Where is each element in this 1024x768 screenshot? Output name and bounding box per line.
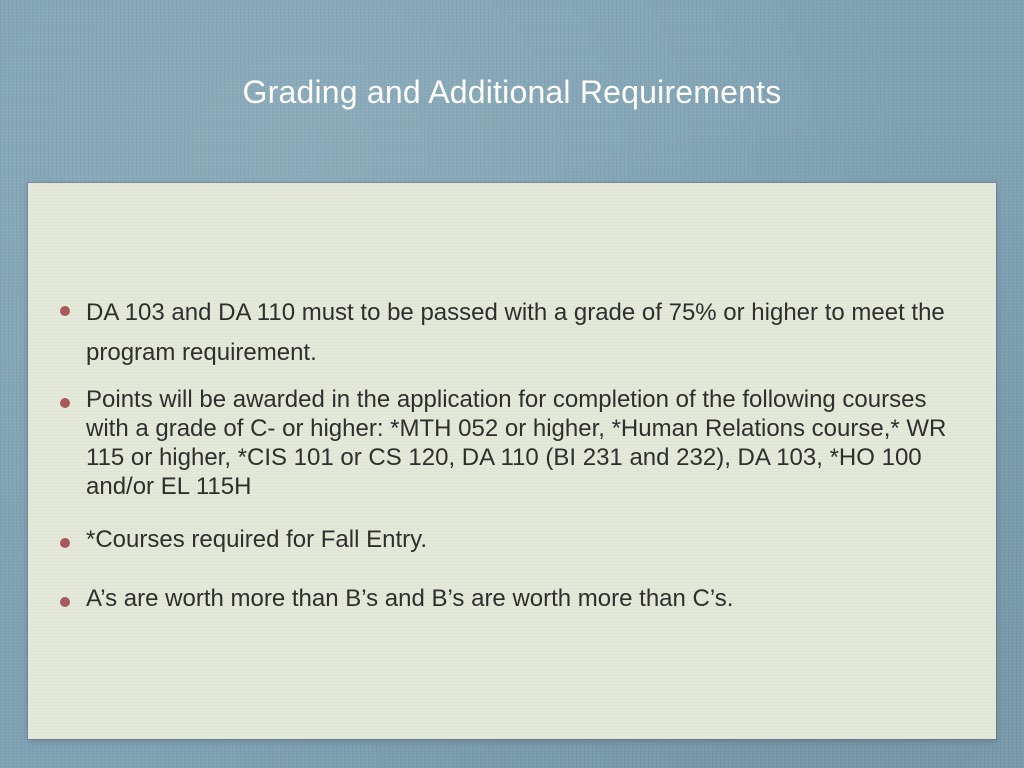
- bullet-text: A’s are worth more than B’s and B’s are worth more than C’s.: [86, 585, 734, 612]
- bullet-item: [60, 584, 960, 613]
- slide-title: Grading and Additional Requirements: [242, 74, 782, 110]
- bullet-item: [60, 525, 960, 554]
- bullet-dot-icon: [60, 306, 70, 316]
- bullet-dot-icon: [60, 398, 70, 408]
- bullet-dot-icon: [60, 597, 70, 607]
- bullet-item: [60, 385, 960, 501]
- bullet-list: [60, 293, 960, 613]
- bullet-dot-icon: [60, 538, 70, 548]
- bullet-text: DA 103 and DA 110 must to be passed with a grade of 75% or higher to meet the program requirement.: [86, 299, 945, 366]
- bullet-text: *Courses required for Fall Entry.: [86, 526, 428, 553]
- bullet-text: Points will be awarded in the application for completion of the following courses with a grade of C- or higher: *MTH 052 or higher, *Human Relations course,* WR 115 or higher, *CIS 101 or CS 120, DA 110 (BI 231 and 232), DA 103, *HO 100 and/or EL 115H: [86, 386, 947, 500]
- bullet-item: [60, 293, 960, 373]
